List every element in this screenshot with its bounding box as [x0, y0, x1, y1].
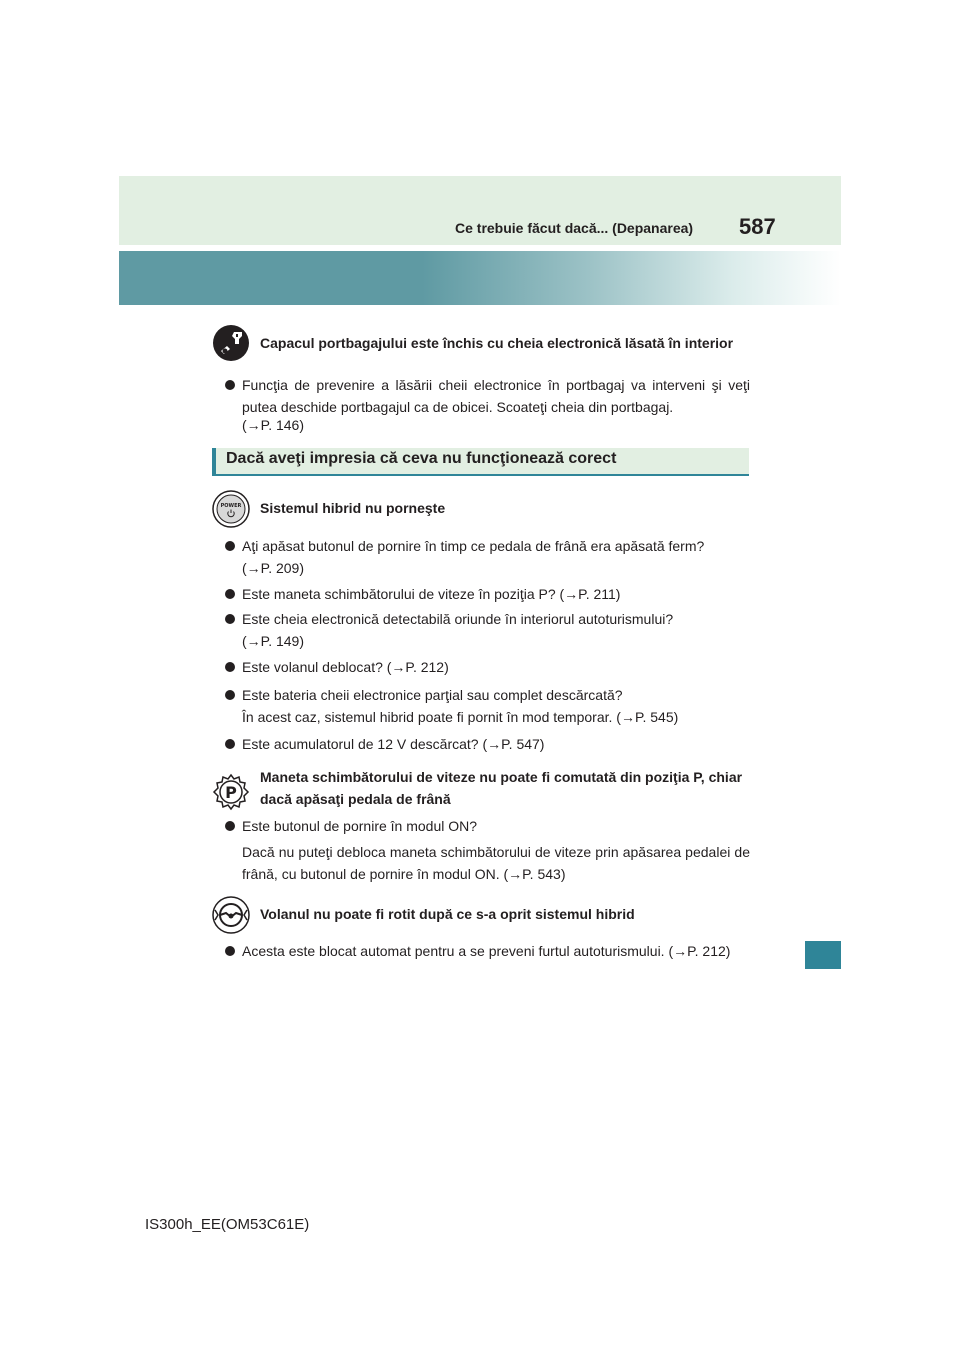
- section-color-bar: [119, 251, 841, 305]
- list-item: [225, 733, 750, 755]
- bullet-text: Este maneta schimbătorului de viteze în poziţia P? (→P. 211): [242, 586, 621, 602]
- list-item: [225, 815, 750, 837]
- power-button-icon: [212, 490, 250, 528]
- bullet-icon: [225, 589, 235, 599]
- section-header: [212, 448, 749, 476]
- bullet-icon: [225, 946, 235, 956]
- bullet-icon: [225, 614, 235, 624]
- heading-line: dacă apăsaţi pedala de frână: [260, 791, 451, 807]
- shift-lever-heading: [260, 766, 742, 810]
- page-reference: (→P. 146): [242, 417, 304, 433]
- page-number: 587: [739, 214, 776, 239]
- bullet-text: Este bateria cheii electronice parţial sau complet descărcată?: [242, 687, 623, 703]
- bullet-icon: [225, 541, 235, 551]
- trunk-key-heading: Capacul portbagajului este închis cu cheia electronică lăsată în interior: [260, 335, 734, 351]
- bullet-text: Este cheia electronică detectabilă oriunde în interiorul autoturismului?: [242, 611, 674, 627]
- document-code: IS300h_EE(OM53C61E): [145, 1216, 310, 1233]
- list-item: [225, 656, 750, 678]
- steering-lock-icon: [212, 896, 250, 934]
- list-item: [225, 684, 750, 728]
- bullet-icon: [225, 380, 235, 390]
- heading-line: Maneta schimbătorului de viteze nu poate fi comutată din poziţia P, chiar: [260, 769, 743, 785]
- wrench-car-icon: [212, 324, 250, 362]
- svg-text:POWER: POWER: [220, 503, 242, 509]
- page-reference: (→P. 149): [242, 633, 304, 649]
- bullet-icon: [225, 739, 235, 749]
- bullet-text: Este volanul deblocat? (→P. 212): [242, 659, 449, 675]
- chapter-tab: [805, 941, 841, 969]
- steering-lock-heading: Volanul nu poate fi rotit după ce s-a oprit sistemul hibrid: [260, 906, 635, 922]
- instruction-paragraph: Dacă nu puteţi debloca maneta schimbătorului de viteze prin apăsarea pedalei de frână, cu butonul de pornire în modul ON. (→P. 543): [242, 844, 750, 882]
- bullet-text: Acesta este blocat automat pentru a se preveni furtul autoturismului. (→P. 212): [242, 943, 731, 959]
- chapter-title: Ce trebuie făcut dacă... (Depanarea): [455, 220, 694, 236]
- list-item: [225, 608, 750, 652]
- bullet-icon: [225, 662, 235, 672]
- p-gear-icon: [212, 773, 250, 811]
- list-item: [225, 583, 750, 605]
- bullet-icon: [225, 690, 235, 700]
- hybrid-no-start-heading: Sistemul hibrid nu porneşte: [260, 500, 446, 516]
- bullet-text: Este butonul de pornire în modul ON?: [242, 818, 478, 834]
- bullet-text: Este acumulatorul de 12 V descărcat? (→P. 547): [242, 736, 545, 752]
- bullet-icon: [225, 821, 235, 831]
- bullet-subtext: În acest caz, sistemul hibrid poate fi pornit în mod temporar. (→P. 545): [242, 709, 679, 725]
- bullet-text: Funcţia de prevenire a lăsării cheii electronice în portbagaj va interveni şi veţi putea deschide portbagajul ca de obicei. Scoateţi cheia din portbagaj.: [242, 377, 750, 415]
- page-reference: (→P. 209): [242, 560, 304, 576]
- list-item: [225, 374, 750, 418]
- list-item: [225, 940, 750, 962]
- bullet-text: Aţi apăsat butonul de pornire în timp ce pedala de frână era apăsată ferm?: [242, 538, 705, 554]
- svg-text:P: P: [225, 783, 237, 802]
- list-item: [225, 535, 750, 579]
- section-title: Dacă aveţi impresia că ceva nu funcţionează corect: [226, 450, 617, 467]
